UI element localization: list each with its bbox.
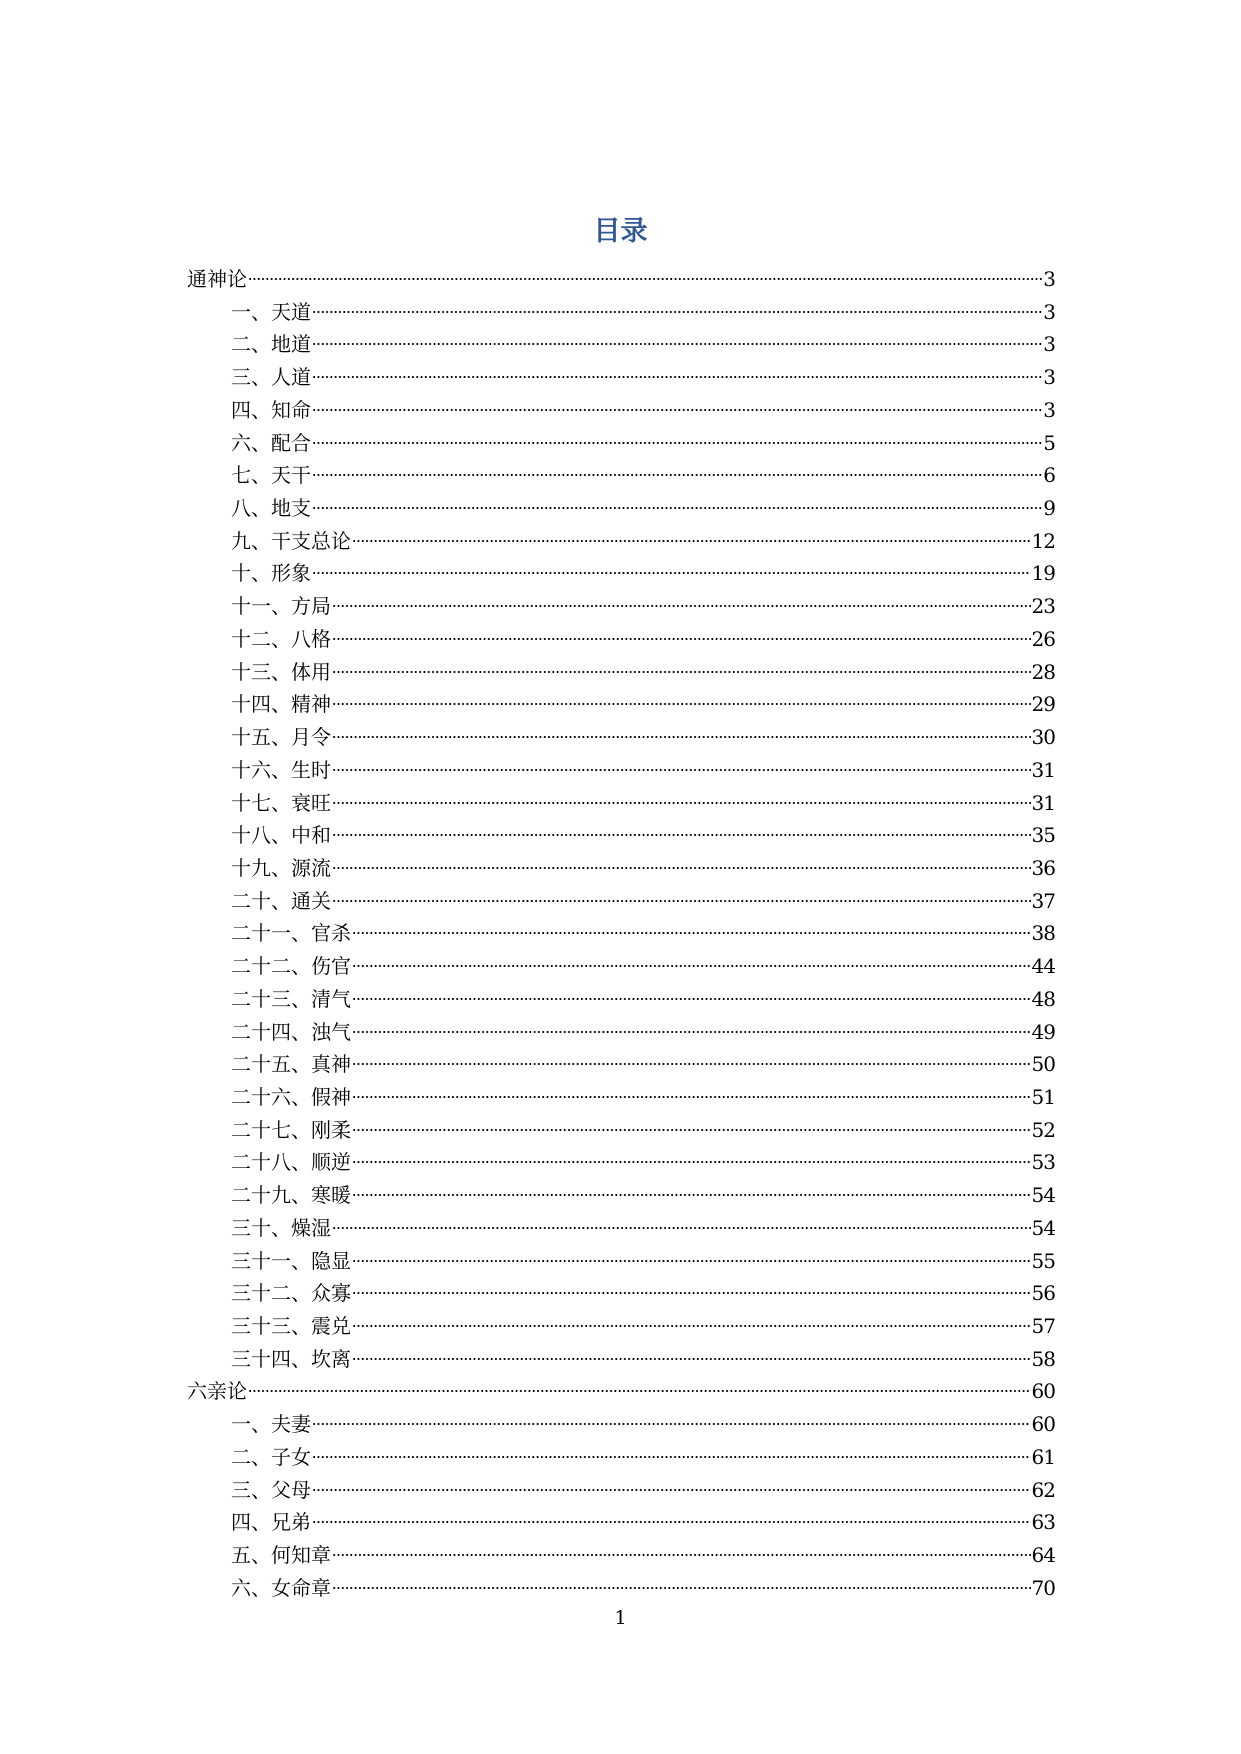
dot-leader — [332, 899, 1031, 903]
dot-leader — [312, 473, 1042, 477]
toc-entry-page: 52 — [1031, 1117, 1055, 1142]
toc-entry-page: 70 — [1031, 1575, 1055, 1600]
toc-entry-page: 29 — [1031, 692, 1055, 717]
toc-entry[interactable] — [187, 263, 1055, 296]
toc-entry-page: 31 — [1031, 757, 1055, 782]
toc-entry[interactable] — [187, 590, 1055, 623]
toc-entry-label: 四、知命 — [231, 397, 311, 422]
toc-entry-page: 26 — [1031, 626, 1055, 651]
toc-entry-label: 二十六、假神 — [231, 1084, 351, 1109]
toc-entry-page: 23 — [1031, 594, 1055, 619]
toc-entry-label: 三、人道 — [231, 365, 311, 390]
toc-entry[interactable] — [187, 1048, 1055, 1081]
dot-leader — [352, 1095, 1031, 1099]
toc-entry[interactable] — [187, 1310, 1055, 1343]
toc-entry-label: 三十一、隐显 — [231, 1248, 351, 1273]
dot-leader — [312, 441, 1042, 445]
toc-entry-label: 十、形象 — [231, 561, 311, 586]
toc-entry-label: 六、配合 — [231, 430, 311, 455]
toc-list — [187, 263, 1055, 1604]
toc-entry[interactable] — [187, 1081, 1055, 1114]
toc-entry[interactable] — [187, 1539, 1055, 1572]
toc-entry-label: 二十三、清气 — [231, 986, 351, 1011]
toc-entry-page: 3 — [1043, 332, 1055, 357]
dot-leader — [332, 1226, 1031, 1230]
toc-entry-label: 二、地道 — [231, 332, 311, 357]
toc-entry[interactable] — [187, 623, 1055, 656]
toc-entry-label: 二十五、真神 — [231, 1052, 351, 1077]
toc-entry-page: 49 — [1031, 1019, 1055, 1044]
toc-entry[interactable] — [187, 688, 1055, 721]
toc-entry-page: 61 — [1031, 1444, 1055, 1469]
toc-entry-page: 54 — [1031, 1215, 1055, 1240]
toc-entry-page: 57 — [1031, 1314, 1055, 1338]
toc-entry-page: 38 — [1031, 921, 1055, 946]
toc-entry[interactable] — [187, 917, 1055, 950]
toc-entry-page: 48 — [1031, 986, 1055, 1011]
toc-entry-label: 一、夫妻 — [231, 1412, 311, 1437]
toc-entry-page: 5 — [1043, 430, 1055, 455]
toc-entry-page: 62 — [1031, 1477, 1055, 1502]
toc-entry-label: 三、父母 — [231, 1477, 311, 1502]
toc-entry-page: 64 — [1031, 1543, 1055, 1568]
toc-entry[interactable] — [187, 1179, 1055, 1212]
toc-entry[interactable] — [187, 1016, 1055, 1049]
toc-entry-page: 28 — [1031, 659, 1055, 684]
dot-leader — [312, 408, 1042, 412]
toc-entry-label: 十四、精神 — [231, 692, 331, 717]
dot-leader — [312, 342, 1042, 346]
toc-entry-page: 63 — [1031, 1510, 1055, 1535]
toc-entry-page: 60 — [1031, 1379, 1055, 1404]
toc-entry-label: 十六、生时 — [231, 757, 331, 782]
toc-entry[interactable] — [187, 459, 1055, 492]
toc-entry-label: 十八、中和 — [231, 823, 331, 848]
toc-entry[interactable] — [187, 852, 1055, 885]
dot-leader — [312, 310, 1042, 314]
toc-entry[interactable] — [187, 1572, 1055, 1605]
dot-leader — [352, 997, 1031, 1001]
dot-leader — [312, 1488, 1031, 1492]
toc-entry-label: 一、天道 — [231, 299, 311, 324]
dot-leader — [352, 964, 1031, 968]
toc-entry-label: 八、地支 — [231, 496, 311, 521]
dot-leader — [332, 637, 1031, 641]
toc-entry-label: 六亲论 — [187, 1379, 247, 1404]
toc-entry-page: 55 — [1031, 1248, 1055, 1273]
toc-entry-label: 三十四、坎离 — [231, 1346, 351, 1371]
toc-entry-label: 二十九、寒暖 — [231, 1183, 351, 1208]
toc-entry-page: 30 — [1031, 725, 1055, 750]
toc-entry[interactable] — [187, 1343, 1055, 1376]
toc-entry[interactable] — [187, 950, 1055, 983]
toc-entry-label: 通神论 — [187, 267, 247, 291]
toc-entry-page: 56 — [1031, 1281, 1055, 1306]
dot-leader — [312, 1455, 1031, 1459]
toc-title: 目录 — [593, 216, 648, 247]
toc-entry[interactable] — [187, 1245, 1055, 1278]
dot-leader — [332, 866, 1031, 870]
toc-entry[interactable] — [187, 1212, 1055, 1245]
toc-entry-label: 六、女命章 — [231, 1575, 331, 1600]
toc-entry-page: 31 — [1031, 790, 1055, 815]
toc-entry-page: 12 — [1031, 528, 1055, 553]
toc-entry-label: 十五、月令 — [231, 725, 331, 750]
toc-entry-label: 二、子女 — [231, 1444, 311, 1469]
toc-entry[interactable] — [187, 1146, 1055, 1179]
toc-entry-page: 37 — [1031, 888, 1055, 913]
dot-leader — [332, 833, 1031, 837]
toc-entry-page: 53 — [1031, 1150, 1055, 1175]
dot-leader — [332, 735, 1031, 739]
toc-entry[interactable] — [187, 328, 1055, 361]
dot-leader — [352, 1324, 1031, 1328]
toc-entry[interactable] — [187, 361, 1055, 394]
toc-entry-page: 19 — [1031, 561, 1055, 586]
dot-leader — [248, 1389, 1031, 1393]
dot-leader — [332, 801, 1031, 805]
toc-entry[interactable] — [187, 754, 1055, 787]
toc-entry-page: 6 — [1043, 463, 1055, 488]
page-number: 1 — [614, 1607, 627, 1629]
dot-leader — [332, 670, 1031, 674]
toc-entry-label: 十九、源流 — [231, 855, 331, 880]
toc-entry-page: 60 — [1031, 1412, 1055, 1437]
dot-leader — [352, 1030, 1031, 1034]
toc-entry[interactable] — [187, 1506, 1055, 1539]
dot-leader — [332, 702, 1031, 706]
toc-entry-page: 51 — [1031, 1084, 1055, 1109]
toc-entry-label: 四、兄弟 — [231, 1510, 311, 1535]
dot-leader — [312, 1520, 1031, 1524]
toc-entry-label: 二十四、浊气 — [231, 1019, 351, 1044]
toc-entry[interactable] — [187, 721, 1055, 754]
toc-entry[interactable] — [187, 1114, 1055, 1147]
dot-leader — [312, 1422, 1031, 1426]
toc-entry-label: 五、何知章 — [231, 1543, 331, 1568]
toc-entry[interactable] — [187, 656, 1055, 689]
toc-entry[interactable] — [187, 296, 1055, 329]
toc-entry-label: 十一、方局 — [231, 594, 331, 619]
toc-entry[interactable] — [187, 1408, 1055, 1441]
dot-leader — [352, 1062, 1031, 1066]
dot-leader — [352, 1160, 1031, 1164]
dot-leader — [332, 1553, 1031, 1557]
dot-leader — [248, 277, 1042, 281]
dot-leader — [312, 375, 1042, 379]
toc-entry-page: 9 — [1043, 496, 1055, 521]
toc-entry-page: 35 — [1031, 823, 1055, 848]
toc-entry-label: 三十二、众寡 — [231, 1281, 351, 1306]
toc-entry[interactable] — [187, 427, 1055, 460]
toc-entry[interactable] — [187, 1474, 1055, 1507]
toc-entry-page: 44 — [1031, 954, 1055, 979]
toc-entry[interactable] — [187, 525, 1055, 558]
dot-leader — [352, 1128, 1031, 1132]
toc-entry-page: 3 — [1043, 365, 1055, 390]
toc-entry-label: 十二、八格 — [231, 626, 331, 651]
toc-entry[interactable] — [187, 1441, 1055, 1474]
dot-leader — [332, 768, 1031, 772]
toc-entry-page: 36 — [1031, 855, 1055, 880]
dot-leader — [332, 604, 1031, 608]
toc-entry-label: 二十七、刚柔 — [231, 1117, 351, 1142]
dot-leader — [312, 506, 1042, 510]
toc-entry-page: 3 — [1043, 299, 1055, 324]
toc-entry-page: 50 — [1031, 1052, 1055, 1077]
toc-entry-label: 十三、体用 — [231, 659, 331, 684]
toc-entry-label: 二十一、官杀 — [231, 921, 351, 946]
toc-entry[interactable] — [187, 394, 1055, 427]
dot-leader — [352, 1357, 1031, 1361]
toc-entry-label: 三十三、震兑 — [231, 1314, 351, 1338]
toc-entry-label: 十七、衰旺 — [231, 790, 331, 815]
toc-entry[interactable] — [187, 819, 1055, 852]
toc-entry[interactable] — [187, 1277, 1055, 1310]
toc-entry-label: 三十、燥湿 — [231, 1215, 331, 1240]
dot-leader — [352, 1259, 1031, 1263]
dot-leader — [312, 571, 1031, 575]
toc-entry-page: 3 — [1043, 267, 1055, 291]
toc-entry-label: 九、干支总论 — [231, 528, 351, 553]
toc-entry-page: 58 — [1031, 1346, 1055, 1371]
toc-entry[interactable] — [187, 1375, 1055, 1408]
toc-entry-page: 3 — [1043, 397, 1055, 422]
toc-entry-label: 二十二、伤官 — [231, 954, 351, 979]
dot-leader — [352, 539, 1031, 543]
dot-leader — [352, 1291, 1031, 1295]
toc-entry[interactable] — [187, 557, 1055, 590]
toc-entry[interactable] — [187, 885, 1055, 918]
toc-entry[interactable] — [187, 787, 1055, 820]
dot-leader — [352, 1193, 1031, 1197]
dot-leader — [352, 931, 1031, 935]
toc-entry-label: 二十八、顺逆 — [231, 1150, 351, 1175]
toc-entry-page: 54 — [1031, 1183, 1055, 1208]
toc-entry-label: 七、天干 — [231, 463, 311, 488]
toc-entry[interactable] — [187, 492, 1055, 525]
toc-entry[interactable] — [187, 983, 1055, 1016]
dot-leader — [332, 1586, 1031, 1590]
toc-entry-label: 二十、通关 — [231, 888, 331, 913]
